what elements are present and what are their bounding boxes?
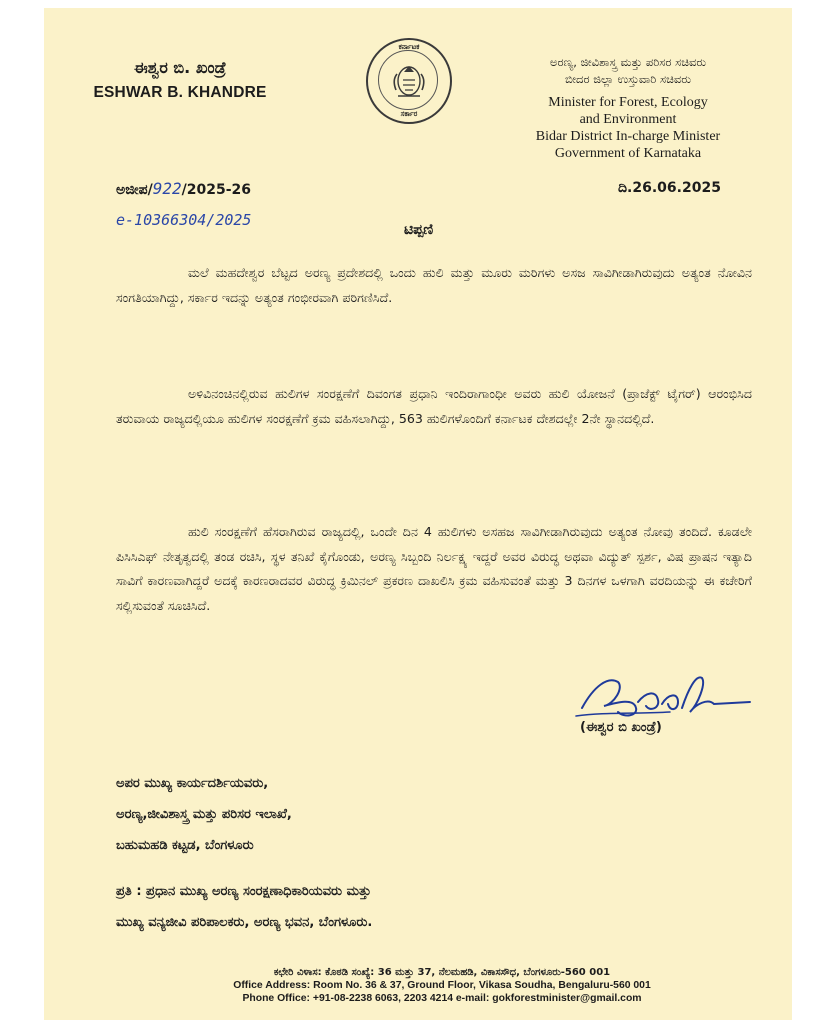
- body-paragraph-2: ಅಳಿವಿನಂಚಿನಲ್ಲಿರುವ ಹುಲಿಗಳ ಸಂರಕ್ಷಣೆಗೆ ದಿವಂಗತ ಪ್ರಧಾನಿ ಇಂದಿರಾಗಾಂಧೀ ಅವರು ಹುಲಿ ಯೋಜನೆ (ಪ್ರಾಜೆಕ್ಟ್ ಟೈಗರ್) ಆರಂಭಿಸಿದ ತರುವಾಯ ರಾಜ್ಯದಲ್ಲಿಯೂ ಹುಲಿಗಳ ಸಂರಕ್ಷಣೆಗೆ ಕ್ರಮ ವಹಿಸಲಾಗಿದ್ದು, 563 ಹುಲಿಗಳೊಂದಿಗೆ ಕರ್ನಾಟಕ ದೇಶದಲ್ಲೇ 2ನೇ ಸ್ಥಾನದಲ್ಲಿದೆ.: [116, 386, 752, 426]
- recipient-line-2: ಅರಣ್ಯ,ಜೀವಿಶಾಸ್ತ್ರ ಮತ್ತು ಪರಿಸರ ಇಲಾಖೆ,: [116, 807, 292, 822]
- emblem-icon: [388, 60, 430, 102]
- signatory-name: (ಈಶ್ವರ ಬಿ ಖಂಡ್ರೆ): [580, 720, 662, 735]
- designation-english-line3: Bidar District In-charge Minister: [535, 129, 721, 144]
- footer-phone-email: Phone Office: +91-08-2238 6063, 2203 4214 e-mail: gokforestminister@gmail.com: [242, 993, 642, 1004]
- office-footer: [104, 966, 780, 1005]
- copy-to-block: [116, 876, 372, 938]
- recipient-line-1: ಅಪರ ಮುಖ್ಯ ಕಾರ್ಯದರ್ಶಿಯವರು,: [116, 776, 269, 791]
- designation-english-line1: Minister for Forest, Ecology: [548, 95, 708, 110]
- copy-to-line-2: ಮುಖ್ಯ ವನ್ಯಜೀವಿ ಪರಿಪಾಲಕರು, ಅರಣ್ಯ ಭವನ, ಬೆಂಗಳೂರು.: [116, 915, 373, 930]
- seal-bottom-text: ಸರ್ಕಾರ: [400, 110, 418, 118]
- reference-number: [116, 179, 251, 198]
- footer-address-kannada: ಕಛೇರಿ ವಿಳಾಸ: ಕೊಠಡಿ ಸಂಖ್ಯೆ: 36 ಮತ್ತು 37, ನೆಲಮಹಡಿ, ವಿಕಾಸಸೌಧ, ಬೆಂಗಳೂರು-560 001: [273, 967, 611, 978]
- reference-prefix: ಅಜೀಪ/: [116, 182, 153, 198]
- sender-block: [80, 58, 280, 102]
- recipient-address: [116, 768, 292, 861]
- subject-title: ಟಿಪ್ಪಣಿ: [404, 222, 434, 238]
- letter-date: ದಿ.26.06.2025: [618, 180, 721, 196]
- sender-name-kannada: ಈಶ್ವರ ಬಿ. ಖಂಡ್ರೆ: [133, 58, 227, 77]
- designation-english-line2: and Environment: [579, 112, 677, 127]
- designation-block: [478, 54, 778, 162]
- body-paragraph-1: ಮಲೆ ಮಹದೇಶ್ವರ ಬೆಟ್ಟದ ಅರಣ್ಯ ಪ್ರದೇಶದಲ್ಲಿ ಒಂದು ಹುಲಿ ಮತ್ತು ಮೂರು ಮರಿಗಳು ಅಸಜ ಸಾವಿಗೀಡಾಗಿರುವುದು ಅತ್ಯಂತ ನೋವಿನ ಸಂಗತಿಯಾಗಿದ್ದು, ಸರ್ಕಾರ ಇದನ್ನು ಅತ್ಯಂತ ಗಂಭೀರವಾಗಿ ಪರಿಗಣಿಸಿದೆ.: [116, 265, 752, 305]
- recipient-line-3: ಬಹುಮಹಡಿ ಕಟ್ಟಡ, ಬೆಂಗಳೂರು: [116, 838, 254, 853]
- footer-address-english: Office Address: Room No. 36 & 37, Ground Floor, Vikasa Soudha, Bengaluru-560 001: [233, 980, 651, 991]
- sender-name-english: ESHWAR B. KHANDRE: [93, 84, 267, 101]
- reference-handwritten-number: 922: [152, 179, 182, 198]
- reference-suffix: /2025-26: [181, 182, 252, 198]
- body-paragraph-3: ಹುಲಿ ಸಂರಕ್ಷಣೆಗೆ ಹೆಸರಾಗಿರುವ ರಾಜ್ಯದಲ್ಲಿ, ಒಂದೇ ದಿನ 4 ಹುಲಿಗಳು ಅಸಹಜ ಸಾವಿಗೀಡಾಗಿರುವುದು ಅತ್ಯಂತ ನೋವು ತಂದಿದೆ. ಕೂಡಲೇ ಪಿಸಿಸಿಎಫ್ ನೇತೃತ್ವದಲ್ಲಿ ತಂಡ ರಚಿಸಿ, ಸ್ಥಳ ತನಿಖೆ ಕೈಗೊಂಡು, ಅರಣ್ಯ ಸಿಬ್ಬಂದಿ ನಿರ್ಲಕ್ಷ್ಯ ಇದ್ದರೆ ಅವರ ವಿರುದ್ಧ ಅಥವಾ ವಿದ್ಯುತ್ ಸ್ಪರ್ಶ, ವಿಷ ಪ್ರಾಷನ ಇತ್ಯಾದಿ ಸಾವಿಗೆ ಕಾರಣವಾಗಿದ್ದರೆ ಅದಕ್ಕೆ ಕಾರಣರಾದವರ ವಿರುದ್ಧ ಕ್ರಿಮಿನಲ್ ಪ್ರಕರಣ ದಾಖಲಿಸಿ ಕ್ರಮ ವಹಿಸುವಂತೆ ಮತ್ತು 3 ದಿನಗಳ ಒಳಗಾಗಿ ವರದಿಯನ್ನು ಈ ಕಚೇರಿಗೆ ಸಲ್ಲಿಸುವಂತೆ ಸೂಚಿಸಿದೆ.: [116, 524, 752, 613]
- efile-number: e-10366304/2025: [116, 211, 252, 229]
- copy-to-line-1: ಪ್ರತಿ : ಪ್ರಧಾನ ಮುಖ್ಯ ಅರಣ್ಯ ಸಂರಕ್ಷಣಾಧಿಕಾರಿಯವರು ಮತ್ತು: [116, 884, 372, 899]
- seal-top-text: ಕರ್ನಾಟಕ: [398, 43, 420, 51]
- letter-sheet: [44, 8, 792, 1020]
- designation-kannada-line2: ಬೀದರ ಜಿಲ್ಲಾ ಉಸ್ತುವಾರಿ ಸಚಿವರು: [565, 72, 691, 86]
- government-emblem-seal: [366, 38, 452, 124]
- designation-english-line4: Government of Karnataka: [554, 146, 702, 161]
- handwritten-signature: [574, 668, 754, 724]
- designation-kannada-line1: ಅರಣ್ಯ, ಜೀವಿಶಾಸ್ತ್ರ ಮತ್ತು ಪರಿಸರ ಸಚಿವರು: [549, 55, 707, 69]
